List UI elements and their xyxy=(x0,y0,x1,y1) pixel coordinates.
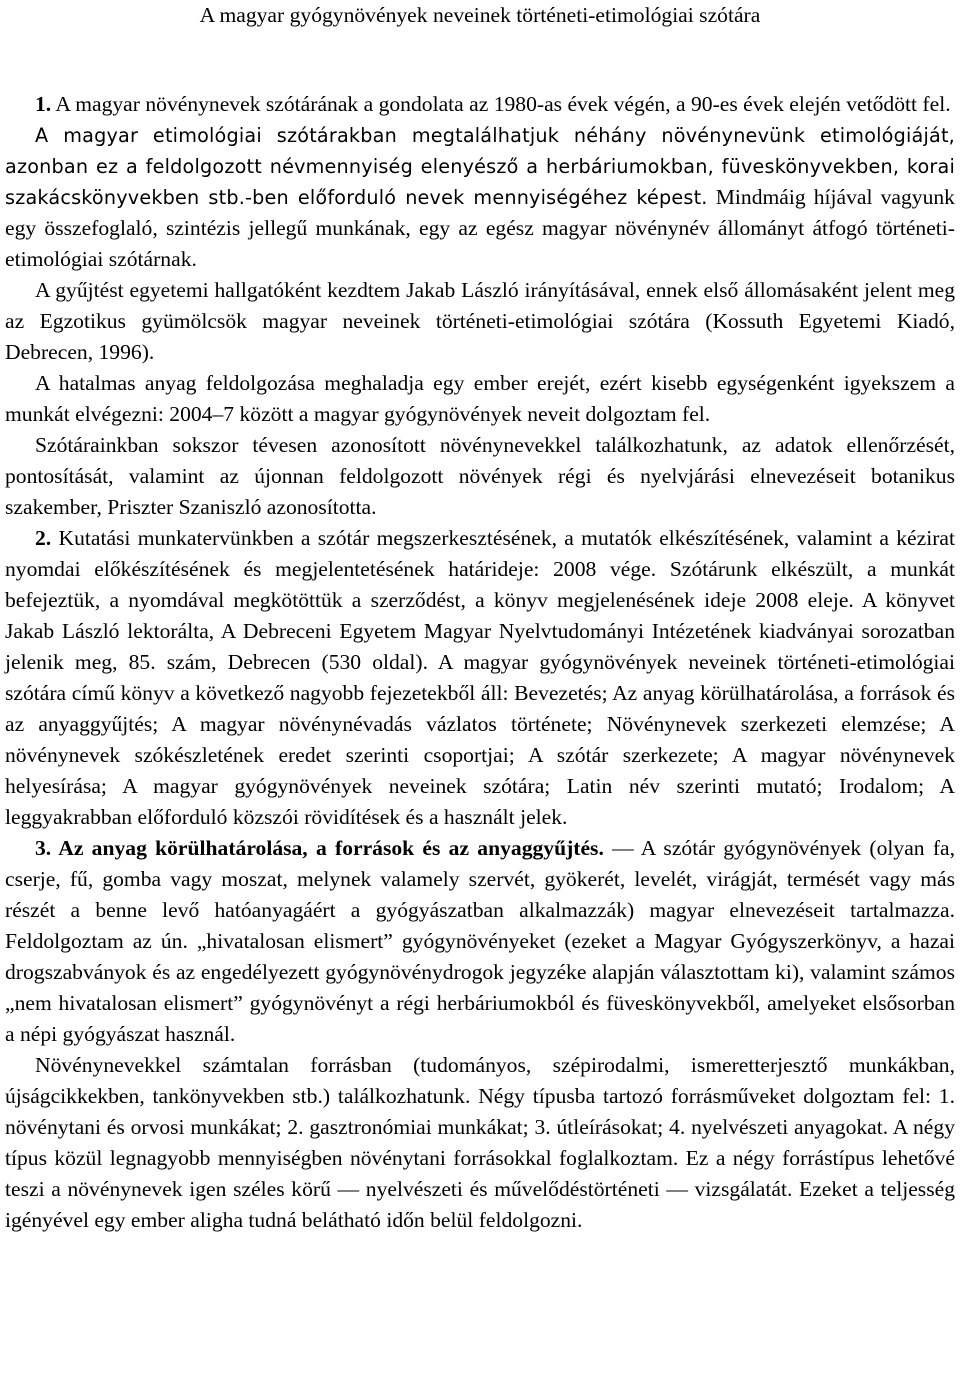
paragraph-text: A magyar növénynevek szótárának a gondolata az 1980-as évek végén, a 90-es évek elején vetődött fel. xyxy=(51,92,951,116)
paragraph-5 xyxy=(5,430,955,523)
paragraph-text: — A szótár gyógynövények (olyan fa, cserje, fű, gomba vagy moszat, melynek valamely szervét, gyökerét, levelét, virágját, termését vagy más részét a benne levő hatóanyagáért a gyógyászatban alkalmazzák) magyar elnevezéseit tartalmazza. Feldolgoztam az ún. „hivatalosan elismert” gyógynövényeket (ezeket a Magyar Gyógyszerkönyv, a hazai drogszabványok és az engedélyezett gyógynövénydrogok jegyzéke alapján választottam ki), valamint számos „nem hivatalosan elismert” gyógynövényt a régi herbáriumokból és füveskönyvekből, amelyeket elsősorban a népi gyógyászat használ. xyxy=(5,836,955,1046)
paragraph-4 xyxy=(5,368,955,430)
section-number: 2. xyxy=(35,526,52,550)
paragraph-2 xyxy=(5,120,955,275)
section-number: 1. xyxy=(35,92,52,116)
title-spacer xyxy=(5,31,955,89)
document-title: A magyar gyógynövények neveinek történeti-etimológiai szótára xyxy=(199,3,761,27)
paragraph-text: Növénynevekkel számtalan forrásban (tudományos, szépirodalmi, ismeretterjesztő munkákban, újságcikkekben, tankönyvekben stb.) találkozhatunk. Négy típusba tartozó forrásműveket dolgoztam fel: 1. növénytani és orvosi munkákat; 2. gasztronómiai munkákat; 3. útleírásokat; 4. nyelvészeti anyagokat. A négy típus közül legnagyobb mennyiségben növénytani forrásokkal foglalkoztam. Ez a négy forrástípus lehetővé teszi a növénynevek igen széles körű — nyelvészeti és művelődéstörténeti — vizsgálatát. Ezeket a teljesség igényével egy ember aligha tudná belátható időn belül feldolgozni. xyxy=(5,1053,955,1232)
paragraph-text: Szótárainkban sokszor tévesen azonosított növénynevekkel találkozhatunk, az adatok ellenőrzését, pontosítását, valamint az újonnan feldolgozott növények régi és nyelvjárási elnevezéseit botanikus szakember, Priszter Szaniszló azonosította. xyxy=(5,433,955,519)
paragraph-text-sans: A magyar etimológiai szótárakban megtalálhatjuk néhány növénynevünk etimológiáját, azonban ez a feldolgozott névmennyiség elenyésző a herbáriumokban, füveskönyvekben, korai szakácskönyvekben stb.-ben előforduló nevek mennyiségéhez képest. xyxy=(5,124,955,209)
paragraph-1 xyxy=(5,89,955,120)
document-page xyxy=(5,0,955,1236)
paragraph-text: Mindmáig híjával vagyunk egy összefoglaló, szintézis jellegű munkának, egy az egész magyar növénynév állományt átfogó történeti-etimológiai szótárnak. xyxy=(5,185,955,271)
paragraph-text: Kutatási munkatervünkben a szótár megszerkesztésének, a mutatók elkészítésének, valamint a kézirat nyomdai előkészítésének és megjelentetésének határideje: 2008 vége. Szótárunk elkészült, a munkát befejeztük, a nyomdával megkötöttük a szerződést, a könyv megjelenésének ideje 2008 eleje. A könyvet Jakab László lektorálta, A Debreceni Egyetem Magyar Nyelvtudományi Intézetének kiadványai sorozatban jelenik meg, 85. szám, Debrecen (530 oldal). A magyar gyógynövények neveinek történeti-etimológiai szótára című könyv a következő nagyobb fejezetekből áll: Bevezetés; Az anyag körülhatárolása, a források és az anyaggyűjtés; A magyar növénynévadás vázlatos története; Növénynevek szerkezeti elemzése; A növénynevek szókészletének eredet szerinti csoportjai; A szótár szerkezete; A magyar növénynevek helyesírása; A magyar gyógynövények neveinek szótára; Latin név szerinti mutató; Irodalom; A leggyakrabban előforduló közszói rövidítések és a használt jelek. xyxy=(5,526,955,829)
paragraph-text: A hatalmas anyag feldolgozása meghaladja egy ember erejét, ezért kisebb egységenként igyekszem a munkát elvégezni: 2004–7 között a magyar gyógynövények neveit dolgoztam fel. xyxy=(5,371,955,426)
paragraph-text: A gyűjtést egyetemi hallgatóként kezdtem Jakab László irányításával, ennek első állomásaként jelent meg az Egzotikus gyümölcsök magyar neveinek történeti-etimológiai szótára (Kossuth Egyetemi Kiadó, Debrecen, 1996). xyxy=(5,278,955,364)
paragraph-7 xyxy=(5,833,955,1050)
section-heading: 3. Az anyag körülhatárolása, a források és az anyaggyűjtés. xyxy=(35,836,604,860)
paragraph-3 xyxy=(5,275,955,368)
paragraph-6 xyxy=(5,523,955,833)
paragraph-8 xyxy=(5,1050,955,1236)
